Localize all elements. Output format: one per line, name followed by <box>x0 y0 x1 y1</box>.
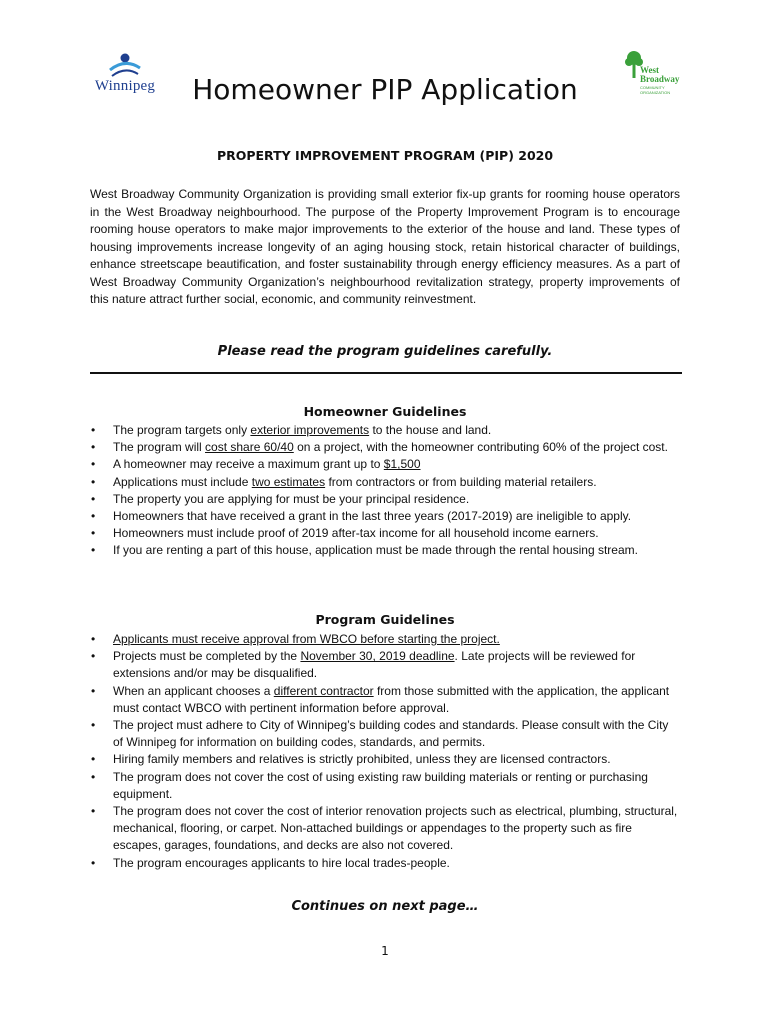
west-broadway-logo-line2: Broadway <box>640 74 680 84</box>
guideline-text: Applications must include <box>113 474 252 489</box>
guideline-text: . Late projects will be reviewed for extensions and/or may be disqualified. <box>113 649 636 681</box>
program-guidelines-list <box>90 631 680 872</box>
guideline-text: Projects must be completed by the <box>113 649 301 664</box>
guideline-text: When an applicant chooses a <box>113 683 274 698</box>
guideline-item <box>90 648 680 682</box>
guideline-text: The program does not cover the cost of using existing raw building materials or renting or purchasing equipment. <box>113 769 648 801</box>
homeowner-guidelines-list <box>90 422 680 560</box>
guideline-underlined-text: November 30, 2019 deadline <box>300 649 455 664</box>
guideline-text: If you are renting a part of this house, application must be made through the rental housing stream. <box>113 543 638 558</box>
guideline-text: The program targets only <box>113 423 251 437</box>
guideline-text: The program does not cover the cost of interior renovation projects such as electrical, plumbing, structural, mechanical, flooring, or carpet. Non-attached buildings or appendages to the property such as fire escapes, garages, foundations, and decks are also not covered. <box>113 804 678 853</box>
guideline-underlined-text: Applicants must receive approval from WBCO before starting the project. <box>113 632 500 646</box>
homeowner-guidelines-heading: Homeowner Guidelines <box>303 404 467 419</box>
guideline-item <box>90 631 680 648</box>
guideline-underlined-text: two estimates <box>251 474 326 489</box>
page-title: Homeowner PIP Application <box>192 73 578 106</box>
guideline-item <box>90 855 680 872</box>
guideline-text: The program will <box>113 440 206 455</box>
guideline-item <box>90 525 680 542</box>
guideline-text: Hiring family members and relatives is strictly prohibited, unless they are licensed contractors. <box>113 752 611 767</box>
intro-paragraph: West Broadway Community Organization is providing small exterior fix-up grants for rooming house operators in the West Broadway neighbourhood. The purpose of the Property Improvement Program is to encourage rooming house operators to make major improvements to the exterior of the house and land. These types of housing improvements increase longevity of an aging housing stock, retain historical character of buildings, enhance streetscape beautification, and foster sustainability through energy efficiency measures. As a part of West Broadway Community Organization’s neighbourhood revitalization strategy, property improvements of this nature attract further social, economic, and community reinvestment. <box>90 187 680 306</box>
program-subtitle: PROPERTY IMPROVEMENT PROGRAM (PIP) 2020 <box>216 148 554 163</box>
guideline-item <box>90 803 680 855</box>
guideline-text: Homeowners must include proof of 2019 after-tax income for all household income earners. <box>113 526 599 541</box>
guideline-item <box>90 508 680 525</box>
guideline-item <box>90 683 680 717</box>
guideline-item <box>90 542 680 559</box>
guideline-text: The program encourages applicants to hire local trades-people. <box>113 855 450 870</box>
guideline-text: on a project, with the homeowner contributing 60% of the project cost. <box>293 440 668 455</box>
west-broadway-logo-line1: West <box>640 65 659 75</box>
guideline-text: The project must adhere to City of Winnipeg’s building codes and standards. Please consult with the City of Winnipeg for information on building codes, standards, and permits. <box>113 718 669 750</box>
guideline-item <box>90 474 680 491</box>
section-divider <box>90 372 682 374</box>
guideline-text: Homeowners that have received a grant in the last three years (2017-2019) are ineligible to apply. <box>113 509 632 524</box>
west-broadway-logo-line3: COMMUNITY ORGANIZATION <box>640 85 671 95</box>
page-number: 1 <box>381 944 389 958</box>
guideline-text: to the house and land. <box>369 423 492 437</box>
guideline-text: A homeowner may receive a maximum grant up to <box>113 457 384 472</box>
guideline-underlined-text: $1,500 <box>383 457 421 472</box>
winnipeg-logo-text: Winnipeg <box>94 78 156 94</box>
guideline-item <box>90 422 680 439</box>
guideline-item <box>90 717 680 751</box>
guideline-text: The property you are applying for must be your principal residence. <box>113 491 470 506</box>
guideline-item <box>90 491 680 508</box>
guideline-item <box>90 751 680 768</box>
guideline-item <box>90 769 680 803</box>
guideline-item <box>90 439 680 456</box>
continues-note: Continues on next page… <box>291 899 479 914</box>
guideline-underlined-text: different contractor <box>273 683 374 698</box>
guideline-underlined-text: exterior improvements <box>250 423 370 437</box>
guideline-text: from those submitted with the application, the applicant must contact WBCO with pertinent information before approval. <box>113 683 670 715</box>
program-guidelines-heading: Program Guidelines <box>315 612 455 627</box>
guideline-underlined-text: cost share 60/40 <box>205 440 294 455</box>
read-guidelines-notice: Please read the program guidelines carefully. <box>217 344 553 359</box>
guideline-text: from contractors or from building material retailers. <box>325 474 597 489</box>
guideline-item <box>90 456 680 473</box>
